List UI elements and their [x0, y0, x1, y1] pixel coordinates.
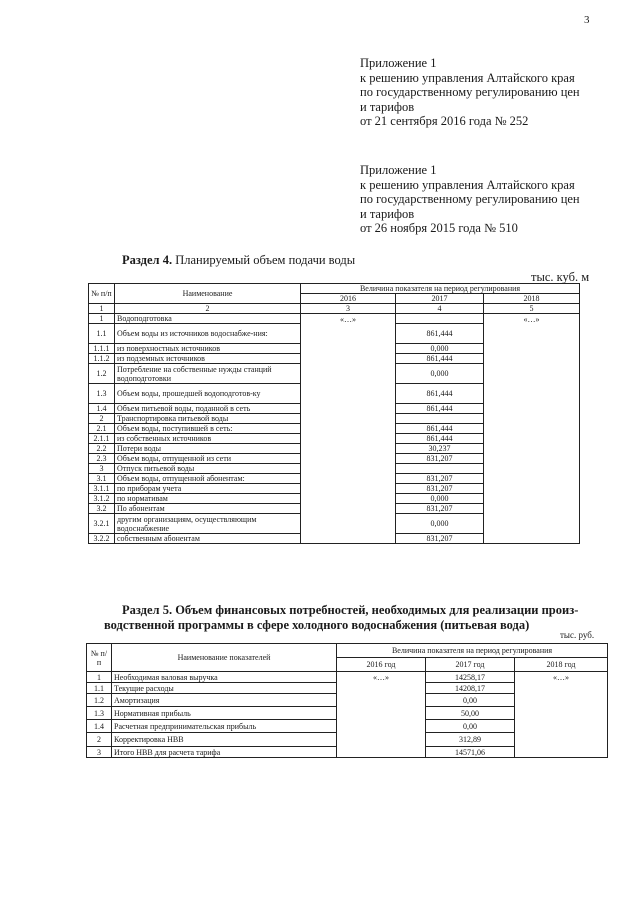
section5-units: тыс. руб. — [560, 630, 595, 640]
header-period: Величина показателя на период регулирования — [337, 644, 608, 658]
value-2017: 50,00 — [426, 707, 515, 720]
header-name: Наименование — [115, 284, 301, 304]
row-name: другим организациям, осуществляющим водоснабжение — [115, 514, 301, 534]
header-year: 2017 — [396, 294, 484, 304]
row-number: 3 — [87, 747, 112, 758]
section4-table — [88, 283, 580, 544]
header-period: Величина показателя на период регулирования — [301, 284, 580, 294]
header-index: 4 — [396, 304, 484, 314]
row-number: 1.1 — [87, 683, 112, 694]
header-index: 2 — [115, 304, 301, 314]
row-number: 3.1.1 — [89, 484, 115, 494]
value-2017: 312,89 — [426, 733, 515, 747]
row-number: 2.3 — [89, 454, 115, 464]
row-number: 1.4 — [87, 720, 112, 733]
appendix-line: и тарифов — [360, 99, 415, 114]
row-number: 1.1.1 — [89, 344, 115, 354]
header-num: № п/п — [89, 284, 115, 304]
value-2017: 861,444 — [396, 424, 484, 434]
section4-title — [122, 253, 355, 268]
header-year: 2017 год — [426, 658, 515, 672]
value-2017: 861,444 — [396, 384, 484, 404]
appendix-line: от 26 ноября 2015 года № 510 — [360, 221, 518, 235]
row-number: 2.2 — [89, 444, 115, 454]
row-name: Объем воды, отпущенной из сети — [115, 454, 301, 464]
value-2017: 14208,17 — [426, 683, 515, 694]
row-name: Объем воды, прошедшей водоподготов-ку — [115, 384, 301, 404]
value-2017: 861,444 — [396, 354, 484, 364]
appendix-line: по государственному регулированию цен — [360, 85, 580, 99]
row-name: По абонентам — [115, 504, 301, 514]
row-number: 3.2 — [89, 504, 115, 514]
appendix-line: и тарифов — [360, 206, 415, 221]
header-year: 2016 год — [337, 658, 426, 672]
value-2018: «…» — [484, 314, 580, 544]
section4-title-rest: Планируемый объем подачи воды — [172, 253, 356, 267]
header-year: 2018 год — [515, 658, 608, 672]
row-number: 3.1.2 — [89, 494, 115, 504]
appendix-line: по государственному регулированию цен — [360, 192, 580, 206]
appendix-block-2 — [360, 163, 630, 236]
value-2017: 831,207 — [396, 534, 484, 544]
row-name: по приборам учета — [115, 484, 301, 494]
row-name: из подземных источников — [115, 354, 301, 364]
appendix-line: Приложение 1 — [360, 163, 437, 177]
value-2017: 0,000 — [396, 514, 484, 534]
header-year: 2018 — [484, 294, 580, 304]
row-name: Текущие расходы — [112, 683, 337, 694]
row-name: Потери воды — [115, 444, 301, 454]
row-name: Транспортировка питьевой воды — [115, 414, 301, 424]
section4-title-bold: Раздел 4. — [122, 253, 173, 267]
row-name: Объем воды, отпущенной абонентам: — [115, 474, 301, 484]
row-name: Объем воды из источников водоснабже-ния: — [115, 324, 301, 344]
table-row — [89, 314, 580, 324]
row-number: 1.1.2 — [89, 354, 115, 364]
value-2017 — [396, 314, 484, 324]
row-number: 2 — [89, 414, 115, 424]
row-number: 3.2.2 — [89, 534, 115, 544]
row-name: Отпуск питьевой воды — [115, 464, 301, 474]
row-name: Корректировка НВВ — [112, 733, 337, 747]
row-number: 2 — [87, 733, 112, 747]
row-name: Водоподготовка — [115, 314, 301, 324]
row-name: Необходимая валовая выручка — [112, 672, 337, 683]
row-name: Объем питьевой воды, поданной в сеть — [115, 404, 301, 414]
row-number: 1.2 — [89, 364, 115, 384]
row-number: 3 — [89, 464, 115, 474]
row-number: 1 — [89, 314, 115, 324]
value-2017: 0,00 — [426, 720, 515, 733]
value-2017: 0,000 — [396, 344, 484, 354]
section5-title-line1: Раздел 5. Объем финансовых потребностей, необходимых для реализации произ- — [122, 603, 579, 617]
row-number: 1.3 — [87, 707, 112, 720]
value-2017: 14571,06 — [426, 747, 515, 758]
row-number: 2.1.1 — [89, 434, 115, 444]
row-name: Объем воды, поступившей в сеть: — [115, 424, 301, 434]
section5-title — [104, 603, 602, 633]
value-2017: 0,000 — [396, 364, 484, 384]
header-year: 2016 — [301, 294, 396, 304]
value-2017: 0,000 — [396, 494, 484, 504]
appendix-block-1 — [360, 56, 630, 129]
row-number: 3.1 — [89, 474, 115, 484]
value-2017: 831,207 — [396, 474, 484, 484]
row-number: 1.4 — [89, 404, 115, 414]
value-2017: 831,207 — [396, 484, 484, 494]
row-number: 1.1 — [89, 324, 115, 344]
header-index: 1 — [89, 304, 115, 314]
value-2018: «…» — [515, 672, 608, 758]
header-num: № п/п — [87, 644, 112, 672]
value-2017: 30,237 — [396, 444, 484, 454]
row-number: 1.2 — [87, 694, 112, 707]
row-number: 1 — [87, 672, 112, 683]
value-2017: 14258,17 — [426, 672, 515, 683]
header-index: 5 — [484, 304, 580, 314]
row-name: Итого НВВ для расчета тарифа — [112, 747, 337, 758]
header-index: 3 — [301, 304, 396, 314]
row-name: по нормативам — [115, 494, 301, 504]
value-2017: 861,444 — [396, 434, 484, 444]
row-number: 2.1 — [89, 424, 115, 434]
appendix-line: к решению управления Алтайского края — [360, 177, 575, 192]
row-name: Потребление на собственные нужды станций водоподготовки — [115, 364, 301, 384]
row-name: Расчетная предпринимательская прибыль — [112, 720, 337, 733]
appendix-line: Приложение 1 — [360, 56, 437, 70]
table-row — [87, 672, 608, 683]
value-2017 — [396, 464, 484, 474]
row-number: 1.3 — [89, 384, 115, 404]
row-number: 3.2.1 — [89, 514, 115, 534]
page-number: 3 — [584, 14, 590, 26]
value-2017: 861,444 — [396, 324, 484, 344]
row-name: из поверхностных источников — [115, 344, 301, 354]
value-2017 — [396, 414, 484, 424]
row-name: собственным абонентам — [115, 534, 301, 544]
appendix-line: от 21 сентября 2016 года № 252 — [360, 114, 529, 128]
value-2017: 861,444 — [396, 404, 484, 414]
section5-title-line2: водственной программы в сфере холодного водоснабжения (питьевая вода) — [104, 618, 530, 632]
value-2017: 831,207 — [396, 454, 484, 464]
header-name: Наименование показателей — [112, 644, 337, 672]
row-name: Амортизация — [112, 694, 337, 707]
row-name: Нормативная прибыль — [112, 707, 337, 720]
row-name: из собственных источников — [115, 434, 301, 444]
value-2017: 831,207 — [396, 504, 484, 514]
value-2016: «…» — [301, 314, 396, 544]
section4-units: тыс. куб. м — [531, 270, 590, 284]
value-2017: 0,00 — [426, 694, 515, 707]
value-2016: «…» — [337, 672, 426, 758]
section5-table — [86, 643, 608, 758]
appendix-line: к решению управления Алтайского края — [360, 70, 575, 85]
